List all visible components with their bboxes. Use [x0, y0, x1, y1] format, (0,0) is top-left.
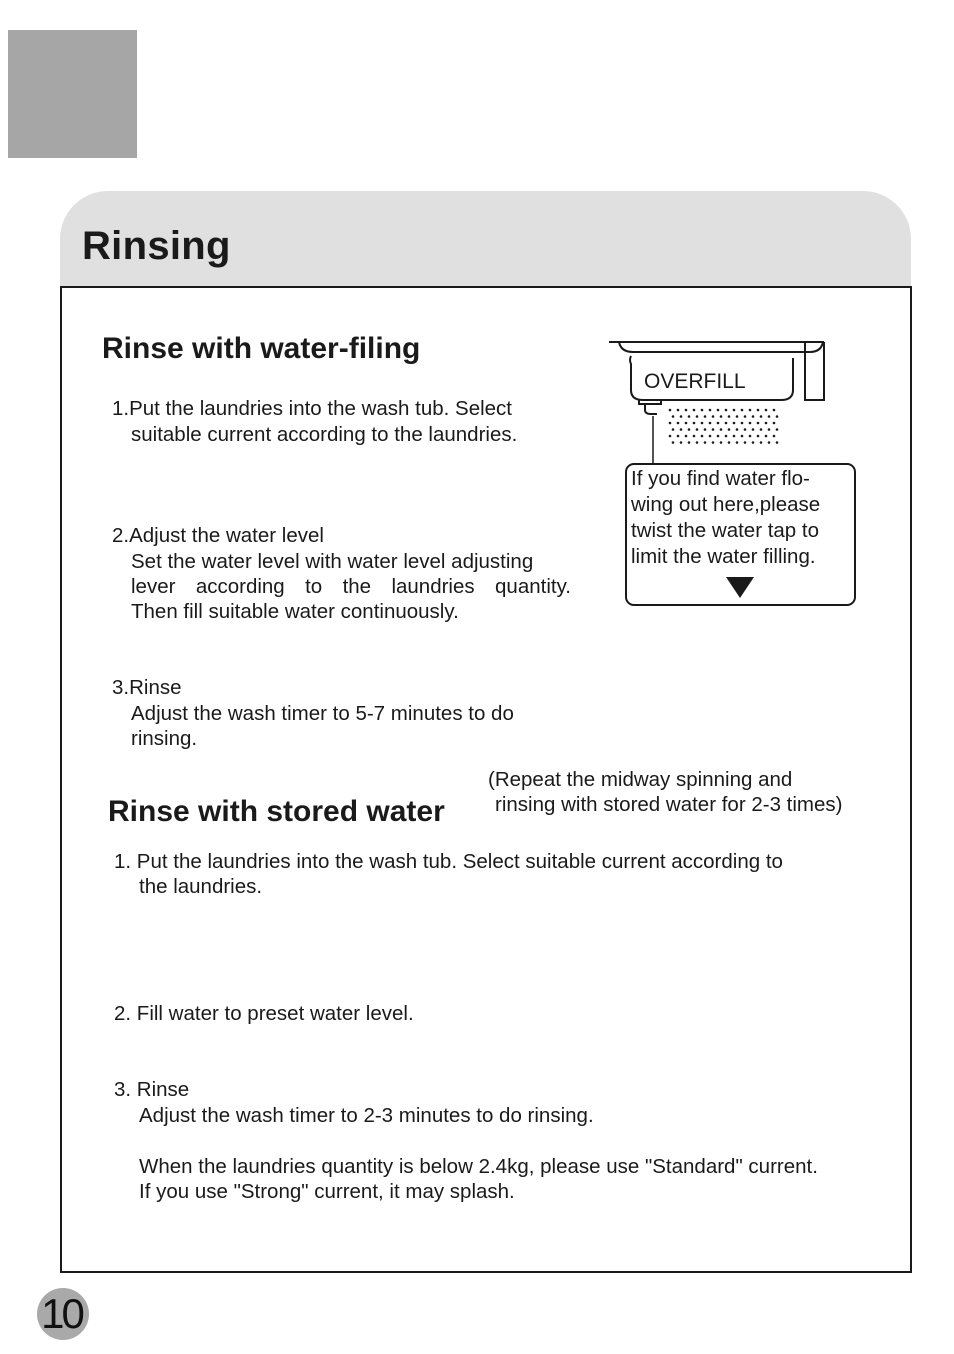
water-drop — [704, 428, 707, 431]
water-drop — [701, 435, 704, 438]
water-drop — [720, 441, 723, 444]
water-drop — [733, 422, 736, 425]
water-drop — [693, 409, 696, 412]
step1-line1: 1.Put the laundries into the wash tub. Select — [112, 397, 513, 420]
water-drop — [704, 441, 707, 444]
water-drop — [685, 422, 688, 425]
step1-line2: suitable current according to the laundries. — [131, 423, 518, 446]
water-drop — [768, 415, 771, 418]
water-drop — [688, 415, 691, 418]
water-drop — [712, 441, 715, 444]
water-drop — [741, 435, 744, 438]
water-drop — [672, 441, 675, 444]
water-drop — [773, 422, 776, 425]
water-drop — [776, 428, 779, 431]
water-drop — [669, 409, 672, 412]
water-drop — [725, 409, 728, 412]
water-drop — [696, 441, 699, 444]
water-drop — [701, 422, 704, 425]
water-drop — [677, 422, 680, 425]
water-drop — [704, 415, 707, 418]
page-number-badge — [37, 1288, 89, 1340]
step2-line2: Set the water level with water level adjusting — [131, 550, 534, 573]
water-drop — [696, 428, 699, 431]
water-drop — [709, 422, 712, 425]
water-drop — [688, 441, 691, 444]
step3-line3: rinsing. — [131, 727, 198, 750]
water-drop — [677, 409, 680, 412]
water-drop — [669, 435, 672, 438]
water-drop — [733, 435, 736, 438]
water-drop — [736, 415, 739, 418]
water-drop — [728, 441, 731, 444]
water-drop — [725, 422, 728, 425]
water-drop — [744, 441, 747, 444]
callout-line4: limit the water filling. — [631, 545, 816, 568]
water-flow-dots — [669, 409, 779, 444]
water-drop — [757, 409, 760, 412]
water-drop — [680, 415, 683, 418]
water-drop — [760, 415, 763, 418]
water-drop — [752, 428, 755, 431]
callout-line3: twist the water tap to — [631, 519, 820, 542]
repeat-note-line1: (Repeat the midway spinning and — [488, 768, 793, 791]
water-drop — [685, 409, 688, 412]
water-drop — [773, 409, 776, 412]
water-drop — [760, 441, 763, 444]
water-drop — [725, 435, 728, 438]
water-drop — [744, 415, 747, 418]
water-drop — [709, 409, 712, 412]
water-drop — [765, 422, 768, 425]
water-drop — [669, 422, 672, 425]
water-drop — [712, 415, 715, 418]
step3-line1: 3.Rinse — [112, 676, 182, 699]
water-drop — [768, 428, 771, 431]
corner-decoration — [8, 30, 137, 158]
water-drop — [720, 428, 723, 431]
water-drop — [736, 428, 739, 431]
water-drop — [717, 422, 720, 425]
water-drop — [765, 435, 768, 438]
water-drop — [765, 409, 768, 412]
water-drop — [733, 409, 736, 412]
overfill-label: OVERFILL — [644, 370, 746, 393]
water-drop — [752, 415, 755, 418]
water-drop — [696, 415, 699, 418]
callout-line2: wing out here,please — [631, 493, 821, 516]
water-drop — [741, 409, 744, 412]
water-drop — [680, 428, 683, 431]
water-drop — [736, 441, 739, 444]
stored-step3-note1: When the laundries quantity is below 2.4kg, please use "Standard" current. — [139, 1155, 818, 1178]
water-drop — [672, 428, 675, 431]
step2-line1: 2.Adjust the water level — [112, 524, 324, 547]
water-drop — [717, 409, 720, 412]
water-drop — [776, 441, 779, 444]
water-drop — [717, 435, 720, 438]
step2-line3: lever according to the laundries quantity. — [131, 575, 571, 598]
water-drop — [688, 428, 691, 431]
step3-line2: Adjust the wash timer to 5-7 minutes to do — [131, 702, 514, 725]
water-drop — [749, 435, 752, 438]
stored-step3-note2: If you use "Strong" current, it may splash. — [139, 1180, 515, 1203]
water-drop — [749, 422, 752, 425]
section-heading-stored-water: Rinse with stored water — [108, 795, 445, 828]
stored-step2-line1: 2. Fill water to preset water level. — [114, 1002, 414, 1025]
page-number: 10 — [41, 1290, 82, 1337]
water-drop — [680, 441, 683, 444]
water-drop — [720, 415, 723, 418]
water-drop — [741, 422, 744, 425]
water-drop — [685, 435, 688, 438]
water-drop — [693, 422, 696, 425]
stored-step3-line1: 3. Rinse — [114, 1078, 190, 1101]
water-drop — [760, 428, 763, 431]
stored-step3-line2: Adjust the wash timer to 2-3 minutes to do rinsing. — [139, 1104, 594, 1127]
water-drop — [728, 428, 731, 431]
water-drop — [709, 435, 712, 438]
water-drop — [701, 409, 704, 412]
water-drop — [776, 415, 779, 418]
stored-step1-line1: 1. Put the laundries into the wash tub. Select suitable current according to — [114, 850, 783, 873]
water-drop — [712, 428, 715, 431]
repeat-note-line2: rinsing with stored water for 2-3 times) — [495, 793, 843, 816]
water-drop — [757, 422, 760, 425]
water-drop — [744, 428, 747, 431]
section-heading-water-filling: Rinse with water-filing — [102, 332, 421, 365]
step2-line4: Then fill suitable water continuously. — [131, 600, 459, 623]
water-drop — [693, 435, 696, 438]
callout-line1: If you find water flo- — [631, 467, 810, 490]
water-drop — [768, 441, 771, 444]
water-drop — [728, 415, 731, 418]
water-drop — [672, 415, 675, 418]
water-drop — [752, 441, 755, 444]
water-drop — [749, 409, 752, 412]
stored-step1-line2: the laundries. — [139, 875, 263, 898]
water-drop — [757, 435, 760, 438]
water-drop — [677, 435, 680, 438]
water-drop — [773, 435, 776, 438]
page-title: Rinsing — [82, 224, 231, 268]
